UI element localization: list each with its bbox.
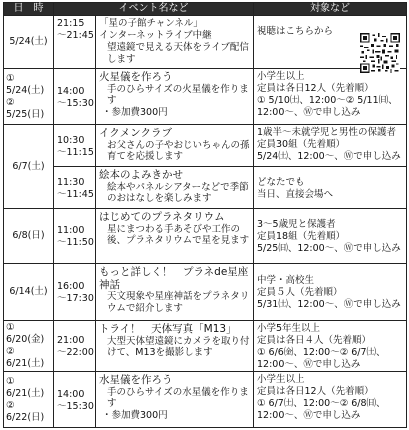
event-fee: ・参加費300円 bbox=[102, 106, 168, 118]
event-fee: ・参加費300円 bbox=[102, 409, 168, 421]
date-cell: 5/24(土) bbox=[4, 16, 54, 69]
time-cell: 11:30 ～11:45 bbox=[54, 167, 96, 209]
target-cell bbox=[254, 16, 407, 69]
qr-code-icon[interactable] bbox=[360, 33, 400, 73]
event-title: 水星儀を作ろう bbox=[99, 374, 173, 386]
date-cell: 6/7(土) bbox=[4, 125, 54, 209]
time-cell: 16:00 ～17:30 bbox=[54, 264, 96, 321]
table-row bbox=[4, 125, 407, 167]
header-date: 日 時 bbox=[4, 3, 54, 16]
header-event: イベント名など bbox=[54, 3, 254, 16]
event-description: 望遠鏡で見える天体をライブ配信します bbox=[107, 42, 249, 65]
event-title: 「星の子館チャンネル」 インターネットライブ中継 bbox=[99, 18, 212, 41]
event-title: トライ！ 天体写真「M13」 bbox=[99, 323, 237, 335]
target-cell: 小学生以上 定員は各日12人（先着順） ① 6/7㈯、12:00～② 6/8㈰、12:00～、Ⓦで申し込み bbox=[254, 372, 407, 428]
header-row bbox=[4, 3, 407, 16]
time-cell: 11:00 ～11:50 bbox=[54, 209, 96, 264]
time-cell: 21:00 ～22:00 bbox=[54, 321, 96, 372]
event-cell bbox=[96, 321, 254, 372]
table-row bbox=[4, 16, 407, 69]
event-cell bbox=[96, 16, 254, 69]
event-title: もっと詳しく！ プラネde星座神話 bbox=[99, 266, 249, 291]
event-title: 火星儀を作ろう bbox=[99, 71, 173, 83]
event-description: 手のひらサイズの水星儀を作ります bbox=[107, 386, 249, 409]
table-row bbox=[4, 264, 407, 321]
event-title: はじめてのプラネタリウム bbox=[99, 211, 225, 223]
event-description: 大型天体望遠鏡にカメラを取り付けて、M13を撮影します bbox=[107, 335, 250, 358]
date-cell: 6/14(土) bbox=[4, 264, 54, 321]
target-cell: 小学生以上 定員は各日12人（先着順） ① 5/10㈯、12:00～② 5/11㈰、12:00～、Ⓦで申し込み bbox=[254, 69, 407, 125]
event-cell bbox=[96, 264, 254, 321]
event-title: イクメンクラブ bbox=[99, 127, 172, 139]
event-title: 絵本のよみきかせ bbox=[99, 169, 183, 181]
table-row bbox=[4, 209, 407, 264]
target-cell: 小学5年生以上 定員は各日４人（先着順） ① 6/6㈮、12:00～② 6/7㈯、12:00～、Ⓦで申し込み bbox=[254, 321, 407, 372]
event-description: 天文現象や星座神話をプラネタリウムで紹介します bbox=[107, 291, 250, 314]
date-cell: ① 5/24(土) ② 5/25(日) bbox=[4, 69, 54, 125]
event-schedule-table bbox=[3, 2, 407, 428]
header-target: 対象など bbox=[254, 3, 407, 16]
time-cell: 10:30 ～11:15 bbox=[54, 125, 96, 167]
date-cell: ① 6/21(土) ② 6/22(日) bbox=[4, 372, 54, 428]
event-cell bbox=[96, 372, 254, 428]
table-row bbox=[4, 372, 407, 428]
target-text[interactable]: 視聴はこちらから bbox=[257, 26, 334, 37]
target-cell: どなたでも 当日、直接会場へ bbox=[254, 167, 407, 209]
event-description: 絵本やパネルシアターなどで季節のおはなしを楽しみます bbox=[107, 181, 249, 204]
table-row bbox=[4, 321, 407, 372]
table-row bbox=[4, 167, 407, 209]
event-description: 星にまつわる手あそびや工作の後、プラネタリウムで星を見ます bbox=[107, 223, 250, 246]
event-cell bbox=[96, 69, 254, 125]
target-cell: 3～5歳児と保護者 定員18組（先着順） 5/25㈰、12:00～、Ⓦで申し込み bbox=[254, 209, 407, 264]
target-cell: 中学・高校生 定員５人（先着順） 5/31㈯、12:00～、Ⓦで申し込み bbox=[254, 264, 407, 321]
event-description: 手のひらサイズの火星儀を作ります bbox=[107, 83, 249, 106]
date-cell: 6/8(日) bbox=[4, 209, 54, 264]
time-cell: 21:15 ～21:45 bbox=[54, 16, 96, 69]
time-cell: 14:00 ～15:30 bbox=[54, 372, 96, 428]
table-row bbox=[4, 69, 407, 125]
event-cell bbox=[96, 209, 254, 264]
event-cell bbox=[96, 167, 254, 209]
time-cell: 14:00 ～15:30 bbox=[54, 69, 96, 125]
date-cell: ① 6/20(金) ② 6/21(土) bbox=[4, 321, 54, 372]
event-description: お父さんの子やおじいちゃんの孫育てを応援します bbox=[107, 139, 250, 162]
event-cell bbox=[96, 125, 254, 167]
target-cell: 1歳半～未就学児と男性の保護者 定員30組（先着順） 5/24㈯、12:00～、Ⓦで申し込み bbox=[254, 125, 407, 167]
